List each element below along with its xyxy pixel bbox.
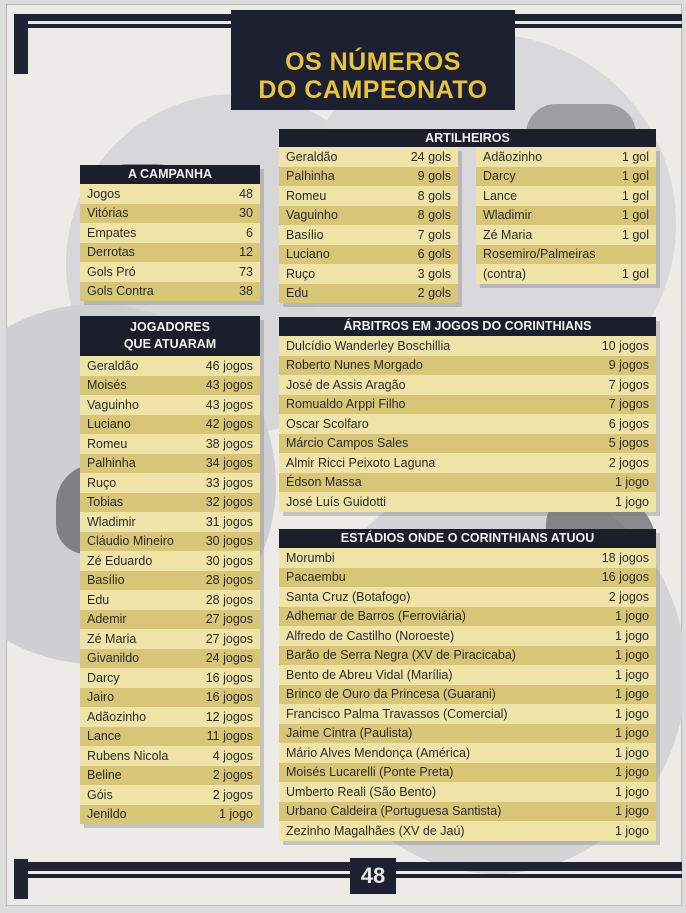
row-value: 7 gols [417, 227, 451, 242]
artilheiros-table [279, 129, 656, 301]
row-label: Darcy [87, 670, 120, 685]
row-label: Barão de Serra Negra (XV de Piracicaba) [286, 648, 516, 663]
table-row [80, 805, 260, 825]
table-row [80, 766, 260, 786]
row-label: Oscar Scolfaro [286, 416, 369, 431]
row-value: 16 jogos [205, 690, 253, 705]
table-row [279, 665, 656, 685]
row-value: 48 [239, 186, 253, 201]
arbitros-rows [279, 336, 656, 512]
row-value: 1 jogo [614, 475, 649, 490]
table-row [279, 167, 458, 187]
table-row [279, 473, 656, 493]
table-row [80, 668, 260, 688]
row-value: 2 jogos [608, 455, 649, 470]
table-row [80, 746, 260, 766]
row-label: Moisés Lucarelli (Ponte Preta) [286, 765, 454, 780]
row-value: 4 jogos [212, 748, 253, 763]
table-row [279, 147, 458, 167]
row-label: Rubens Nicola [87, 748, 169, 763]
row-value: 2 jogos [608, 589, 649, 604]
estadios-header: ESTÁDIOS ONDE O CORINTHIANS ATUOU [279, 529, 656, 548]
row-value: 6 gols [417, 247, 451, 262]
table-row [80, 727, 260, 747]
row-value: 1 jogo [614, 648, 649, 663]
estadios-rows [279, 548, 656, 841]
row-value: 1 jogo [614, 804, 649, 819]
row-label: Édson Massa [286, 475, 362, 490]
jogadores-header [80, 316, 260, 356]
table-row [279, 821, 656, 841]
row-value: 1 jogo [614, 687, 649, 702]
row-value: 42 jogos [205, 417, 253, 432]
row-label: Mário Alves Mendonça (América) [286, 745, 471, 760]
row-label: José Luís Guidotti [286, 494, 387, 509]
table-row [279, 245, 458, 265]
table-row [80, 532, 260, 552]
row-label: Jaime Cintra (Paulista) [286, 726, 413, 741]
row-label: Ademir [87, 612, 127, 627]
row-value: 2 gols [417, 286, 451, 301]
row-value: 1 jogo [218, 807, 253, 822]
table-row [476, 225, 656, 245]
magazine-page [6, 4, 682, 906]
table-row [279, 225, 458, 245]
table-row [80, 243, 260, 263]
row-label: Zé Maria [483, 227, 533, 242]
row-value: 1 gol [621, 208, 649, 223]
row-label: Zezinho Magalhães (XV de Jaú) [286, 823, 465, 838]
row-value: 1 jogo [614, 745, 649, 760]
row-label: Lance [483, 188, 518, 203]
row-value: 12 jogos [205, 709, 253, 724]
artilheiros-left-column [279, 147, 458, 303]
row-label: Jogos [87, 186, 121, 201]
row-value: 30 jogos [205, 534, 253, 549]
table-row [279, 568, 656, 588]
row-label: Luciano [87, 417, 131, 432]
row-label: Vaguinho [87, 397, 139, 412]
table-row [80, 629, 260, 649]
table-row [476, 147, 656, 167]
row-label: Romeu [286, 188, 327, 203]
row-value: 1 jogo [614, 823, 649, 838]
table-row [279, 492, 656, 512]
row-value: 38 [239, 284, 253, 299]
table-row [279, 206, 458, 226]
row-label: Basílio [87, 573, 125, 588]
row-label: Gols Pró [87, 264, 136, 279]
table-row [476, 167, 656, 187]
table-row [80, 610, 260, 630]
table-row [476, 206, 656, 226]
row-label: Ruço [87, 475, 117, 490]
table-row [80, 356, 260, 376]
campanha-rows [80, 184, 260, 301]
row-label: Cláudio Mineiro [87, 534, 174, 549]
row-label: Jenildo [87, 807, 127, 822]
row-label: Romualdo Arppi Filho [286, 397, 406, 412]
row-value: 5 jogos [608, 436, 649, 451]
table-row [80, 282, 260, 302]
row-value: 33 jogos [205, 475, 253, 490]
table-row [80, 395, 260, 415]
row-value: 34 jogos [205, 456, 253, 471]
row-label: Givanildo [87, 651, 140, 666]
row-value: 1 jogo [614, 494, 649, 509]
row-value: 12 [239, 245, 253, 260]
row-label: Gols Contra [87, 284, 154, 299]
row-value: 1 gol [621, 188, 649, 203]
row-value: 27 jogos [205, 631, 253, 646]
row-label: Moisés [87, 378, 127, 393]
table-row [279, 548, 656, 568]
page-title [231, 10, 515, 110]
row-value: 31 jogos [205, 514, 253, 529]
campanha-header: A CAMPANHA [80, 165, 260, 184]
row-label: Márcio Campos Sales [286, 436, 409, 451]
row-label: Alfredo de Castilho (Noroeste) [286, 628, 455, 643]
row-value: 11 jogos [206, 729, 253, 744]
row-label: Palhinha [286, 169, 335, 184]
row-label: Wladimir [87, 514, 136, 529]
row-value: 9 jogos [608, 358, 649, 373]
row-label: Dulcídio Wanderley Boschillia [286, 338, 451, 353]
row-label: Francisco Palma Travassos (Comercial) [286, 706, 508, 721]
row-label: Derrotas [87, 245, 135, 260]
table-row [279, 802, 656, 822]
row-value: 18 jogos [601, 550, 649, 565]
artilheiros-header: ARTILHEIROS [279, 129, 656, 147]
row-label: Jairo [87, 690, 115, 705]
table-row [279, 434, 656, 454]
table-row [80, 551, 260, 571]
row-value: 16 jogos [205, 670, 253, 685]
row-value: 30 jogos [205, 553, 253, 568]
corner-mark [14, 859, 28, 899]
row-label: José de Assis Aragão [286, 377, 406, 392]
row-label: Adhemar de Barros (Ferroviária) [286, 609, 466, 624]
table-row [80, 415, 260, 435]
table-row [80, 688, 260, 708]
table-row [279, 724, 656, 744]
row-label: (contra) [483, 266, 527, 281]
row-label: Santa Cruz (Botafogo) [286, 589, 411, 604]
row-value: 24 gols [410, 149, 451, 164]
corner-mark [14, 14, 28, 74]
row-value: 46 jogos [205, 358, 253, 373]
table-row [476, 264, 656, 284]
row-value: 6 jogos [608, 416, 649, 431]
row-value: 8 gols [417, 208, 451, 223]
row-value: 10 jogos [601, 338, 649, 353]
table-row [279, 782, 656, 802]
row-label: Romeu [87, 436, 128, 451]
table-row [80, 493, 260, 513]
arbitros-table [279, 317, 656, 512]
row-value: 1 jogo [614, 726, 649, 741]
row-value: 1 gol [621, 227, 649, 242]
bottom-rule [16, 862, 682, 871]
row-value: 24 jogos [205, 651, 253, 666]
row-label: Basílio [286, 227, 324, 242]
row-value: 1 jogo [614, 628, 649, 643]
campanha-table [80, 165, 260, 301]
row-value: 1 jogo [614, 609, 649, 624]
row-label: Tobias [87, 495, 124, 510]
row-label: Luciano [286, 247, 330, 262]
row-value: 30 [239, 206, 253, 221]
row-value: 28 jogos [205, 592, 253, 607]
row-label: Vitórias [87, 206, 129, 221]
table-row [279, 626, 656, 646]
row-label: Vaguinho [286, 208, 338, 223]
table-row [279, 453, 656, 473]
table-row [80, 204, 260, 224]
row-label: Empates [87, 225, 137, 240]
table-row [279, 607, 656, 627]
table-row [476, 245, 656, 265]
row-label: Lance [87, 729, 122, 744]
table-row [80, 473, 260, 493]
row-value: 2 jogos [212, 787, 253, 802]
row-value: 27 jogos [205, 612, 253, 627]
row-value: 1 gol [621, 149, 649, 164]
row-label: Adãozinho [483, 149, 543, 164]
table-row [279, 186, 458, 206]
row-label: Zé Eduardo [87, 553, 153, 568]
page-number: 48 [350, 858, 396, 894]
table-row [279, 375, 656, 395]
table-row [279, 395, 656, 415]
row-value: 2 jogos [212, 768, 253, 783]
row-label: Palhinha [87, 456, 136, 471]
table-row [80, 649, 260, 669]
row-value: 73 [239, 264, 253, 279]
row-value: 1 jogo [614, 706, 649, 721]
row-label: Pacaembu [286, 570, 346, 585]
table-row [80, 590, 260, 610]
table-row [476, 186, 656, 206]
table-row [80, 512, 260, 532]
row-value: 43 jogos [205, 378, 253, 393]
row-value: 8 gols [417, 188, 451, 203]
bottom-rule-thin [16, 874, 682, 878]
arbitros-header: ÁRBITROS EM JOGOS DO CORINTHIANS [279, 317, 656, 336]
table-row [279, 763, 656, 783]
row-value: 1 jogo [614, 765, 649, 780]
table-row [279, 743, 656, 763]
table-row [279, 264, 458, 284]
row-value: 7 jogos [608, 377, 649, 392]
row-value: 16 jogos [601, 570, 649, 585]
row-label: Bento de Abreu Vidal (Marília) [286, 667, 453, 682]
jogadores-rows [80, 356, 260, 824]
row-value: 1 gol [621, 266, 649, 281]
table-row [279, 704, 656, 724]
row-label: Góis [87, 787, 113, 802]
row-value: 38 jogos [205, 436, 253, 451]
table-row [279, 336, 656, 356]
row-label: Rosemiro/Palmeiras [483, 247, 596, 262]
row-label: Zé Maria [87, 631, 137, 646]
row-value: 1 jogo [614, 784, 649, 799]
table-row [279, 356, 656, 376]
row-label: Adãozinho [87, 709, 147, 724]
title-line-1: OS NÚMEROS [285, 48, 461, 76]
table-row [80, 785, 260, 805]
estadios-table [279, 529, 656, 841]
title-line-2: DO CAMPEONATO [258, 76, 488, 104]
row-label: Roberto Nunes Morgado [286, 358, 423, 373]
row-label: Edu [87, 592, 110, 607]
row-label: Wladimir [483, 208, 532, 223]
table-row [80, 454, 260, 474]
table-row [279, 646, 656, 666]
row-label: Morumbi [286, 550, 335, 565]
row-value: 43 jogos [205, 397, 253, 412]
jogadores-header-line-2: QUE ATUARAM [123, 337, 217, 351]
row-label: Urbano Caldeira (Portuguesa Santista) [286, 804, 502, 819]
table-row [279, 685, 656, 705]
jogadores-header-line-1: JOGADORES [130, 320, 210, 334]
artilheiros-right-column [476, 147, 656, 284]
table-row [80, 262, 260, 282]
row-label: Darcy [483, 169, 516, 184]
row-value: 32 jogos [205, 495, 253, 510]
table-row [80, 376, 260, 396]
row-label: Edu [286, 286, 309, 301]
row-label: Umberto Reali (São Bento) [286, 784, 437, 799]
row-value: 9 gols [417, 169, 451, 184]
table-row [80, 571, 260, 591]
row-value: 7 jogos [608, 397, 649, 412]
row-value: 28 jogos [205, 573, 253, 588]
row-label: Ruço [286, 266, 316, 281]
row-label: Almir Ricci Peixoto Laguna [286, 455, 436, 470]
row-value: 1 jogo [614, 667, 649, 682]
row-value: 1 gol [621, 169, 649, 184]
jogadores-table [80, 316, 260, 824]
row-label: Brinco de Ouro da Princesa (Guarani) [286, 687, 496, 702]
row-value: 3 gols [417, 266, 451, 281]
table-row [279, 414, 656, 434]
row-label: Geraldão [87, 358, 139, 373]
table-row [80, 434, 260, 454]
row-label: Beline [87, 768, 122, 783]
row-value: 6 [246, 225, 253, 240]
table-row [80, 223, 260, 243]
row-label: Geraldão [286, 149, 338, 164]
table-row [80, 184, 260, 204]
table-row [279, 587, 656, 607]
table-row [80, 707, 260, 727]
table-row [279, 284, 458, 304]
